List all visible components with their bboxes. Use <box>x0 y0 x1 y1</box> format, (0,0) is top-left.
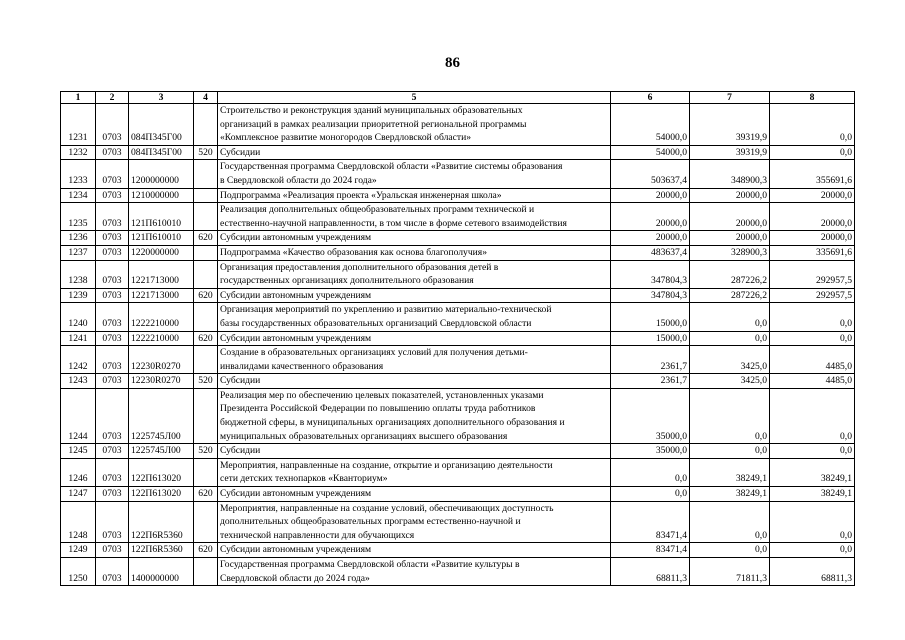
table-row <box>61 288 855 303</box>
row-number-cell: 1242 <box>61 346 96 374</box>
row-number-cell: 1232 <box>61 145 96 160</box>
amount-col8-cell: 4485,0 <box>770 346 855 374</box>
item-name-cell <box>218 487 611 502</box>
column-header: 3 <box>129 92 194 104</box>
amount-col7-cell: 39319,9 <box>690 145 770 160</box>
item-name-line: Государственная программа Свердловской области «Развитие системы образования <box>220 161 563 173</box>
item-name-line: Строительство и реконструкция зданий муниципальных образовательных <box>220 105 523 116</box>
item-name-line: Субсидии автономным учреждениям <box>220 289 372 301</box>
column-header: 4 <box>194 92 218 104</box>
amount-col7-cell: 0,0 <box>690 303 770 331</box>
section-code-cell: 0703 <box>96 245 129 260</box>
column-header: 5 <box>218 92 611 104</box>
target-code-cell: 122П6R5360 <box>129 543 194 558</box>
amount-col6-cell: 20000,0 <box>611 203 690 231</box>
expense-type-cell <box>194 260 218 288</box>
item-name-cell <box>218 374 611 389</box>
item-name-line: Организация предоставления дополнительного образования детей в <box>220 261 499 273</box>
item-name-cell <box>218 346 611 374</box>
amount-col8-cell: 38249,1 <box>770 458 855 486</box>
amount-col8-cell: 355691,6 <box>770 160 855 188</box>
item-name-line: Организация мероприятий по укреплению и развитию материально-технической <box>220 304 552 316</box>
target-code-cell: 1225745Л00 <box>129 388 194 443</box>
item-name-line: бюджетной сферы, в муниципальных организациях дополнительного образования и <box>220 417 565 429</box>
target-code-cell: 122П613020 <box>129 487 194 502</box>
section-code-cell: 0703 <box>96 303 129 331</box>
expense-type-cell: 520 <box>194 374 218 389</box>
amount-col6-cell: 0,0 <box>611 487 690 502</box>
item-name-line: базы государственных образовательных организаций Свердловской области <box>220 317 532 329</box>
table-row <box>61 558 855 586</box>
section-code-cell: 0703 <box>96 331 129 346</box>
item-name-line: Мероприятия, направленные на создание, открытие и организацию деятельности <box>220 459 553 471</box>
expense-type-cell: 620 <box>194 331 218 346</box>
amount-col7-cell: 3425,0 <box>690 374 770 389</box>
amount-col8-cell: 0,0 <box>770 388 855 443</box>
target-code-cell: 1222210000 <box>129 303 194 331</box>
section-code-cell: 0703 <box>96 288 129 303</box>
expense-type-cell <box>194 346 218 374</box>
target-code-cell: 1200000000 <box>129 160 194 188</box>
amount-col6-cell: 20000,0 <box>611 231 690 246</box>
amount-col8-cell: 0,0 <box>770 501 855 543</box>
section-code-cell: 0703 <box>96 188 129 203</box>
row-number-cell: 1235 <box>61 203 96 231</box>
amount-col8-cell: 0,0 <box>770 145 855 160</box>
section-code-cell: 0703 <box>96 487 129 502</box>
row-number-cell: 1237 <box>61 245 96 260</box>
page-number: 86 <box>445 55 460 71</box>
target-code-cell: 084П345Г00 <box>129 104 194 146</box>
item-name-cell <box>218 288 611 303</box>
target-code-cell: 1400000000 <box>129 558 194 586</box>
row-number-cell: 1239 <box>61 288 96 303</box>
amount-col7-cell: 0,0 <box>690 388 770 443</box>
item-name-cell <box>218 444 611 459</box>
item-name-cell <box>218 388 611 443</box>
section-code-cell: 0703 <box>96 374 129 389</box>
item-name-line: сети детских технопарков «Кванториум» <box>220 473 388 485</box>
item-name-line: Реализация мер по обеспечению целевых показателей, установленных указами <box>220 389 544 401</box>
expense-type-cell: 520 <box>194 444 218 459</box>
expense-type-cell <box>194 188 218 203</box>
item-name-line: «Комплексное развитие моногородов Свердловской области» <box>220 132 472 144</box>
column-header: 1 <box>61 92 96 104</box>
table-row <box>61 374 855 389</box>
amount-col7-cell: 38249,1 <box>690 458 770 486</box>
amount-col6-cell: 0,0 <box>611 458 690 486</box>
item-name-cell <box>218 231 611 246</box>
item-name-line: естественно-научной направленности, в том числе в форме сетевого взаимодействия <box>220 217 567 229</box>
item-name-cell <box>218 188 611 203</box>
item-name-cell <box>218 331 611 346</box>
expense-type-cell <box>194 501 218 543</box>
target-code-cell: 12230R0270 <box>129 374 194 389</box>
amount-col6-cell: 2361,7 <box>611 346 690 374</box>
column-header: 8 <box>770 92 855 104</box>
item-name-cell <box>218 558 611 586</box>
amount-col7-cell: 39319,9 <box>690 104 770 146</box>
item-name-line: дополнительных общеобразовательных программ естественно-научной и <box>220 516 521 528</box>
section-code-cell: 0703 <box>96 260 129 288</box>
item-name-line: Субсидии <box>220 146 261 158</box>
target-code-cell: 1210000000 <box>129 188 194 203</box>
amount-col7-cell: 38249,1 <box>690 487 770 502</box>
table-row <box>61 487 855 502</box>
table-row <box>61 160 855 188</box>
column-header: 2 <box>96 92 129 104</box>
item-name-line: Президента Российской Федерации по повышению оплаты труда работников <box>220 403 536 415</box>
table-body <box>61 104 855 586</box>
item-name-cell <box>218 245 611 260</box>
expense-type-cell <box>194 203 218 231</box>
amount-col6-cell: 54000,0 <box>611 104 690 146</box>
expense-type-cell: 620 <box>194 231 218 246</box>
table-row <box>61 331 855 346</box>
item-name-cell <box>218 458 611 486</box>
item-name-line: государственных организациях дополнительного образования <box>220 275 474 287</box>
target-code-cell: 12230R0270 <box>129 346 194 374</box>
amount-col6-cell: 483637,4 <box>611 245 690 260</box>
amount-col7-cell: 287226,2 <box>690 260 770 288</box>
row-number-cell: 1238 <box>61 260 96 288</box>
expense-type-cell <box>194 388 218 443</box>
expense-type-cell: 520 <box>194 145 218 160</box>
amount-col8-cell: 20000,0 <box>770 231 855 246</box>
amount-col6-cell: 35000,0 <box>611 388 690 443</box>
section-code-cell: 0703 <box>96 231 129 246</box>
section-code-cell: 0703 <box>96 160 129 188</box>
item-name-line: в Свердловской области до 2024 года» <box>220 174 377 186</box>
table-row <box>61 203 855 231</box>
amount-col6-cell: 83471,4 <box>611 543 690 558</box>
item-name-cell <box>218 104 611 146</box>
amount-col7-cell: 348900,3 <box>690 160 770 188</box>
expense-type-cell <box>194 245 218 260</box>
expense-type-cell: 620 <box>194 288 218 303</box>
expense-type-cell: 620 <box>194 487 218 502</box>
table-row <box>61 388 855 443</box>
amount-col8-cell: 4485,0 <box>770 374 855 389</box>
expense-type-cell <box>194 303 218 331</box>
expense-type-cell <box>194 458 218 486</box>
amount-col7-cell: 20000,0 <box>690 203 770 231</box>
item-name-line: Субсидии автономным учреждениям <box>220 332 372 344</box>
amount-col8-cell: 20000,0 <box>770 188 855 203</box>
section-code-cell: 0703 <box>96 203 129 231</box>
target-code-cell: 084П345Г00 <box>129 145 194 160</box>
amount-col8-cell: 0,0 <box>770 331 855 346</box>
amount-col7-cell: 20000,0 <box>690 231 770 246</box>
amount-col8-cell: 68811,3 <box>770 558 855 586</box>
item-name-cell <box>218 145 611 160</box>
table-row <box>61 501 855 543</box>
expense-type-cell: 620 <box>194 543 218 558</box>
row-number-cell: 1236 <box>61 231 96 246</box>
row-number-cell: 1244 <box>61 388 96 443</box>
item-name-line: Государственная программа Свердловской области «Развитие культуры в <box>220 559 520 570</box>
amount-col8-cell: 0,0 <box>770 444 855 459</box>
table-header-row <box>61 92 855 104</box>
amount-col7-cell: 0,0 <box>690 444 770 459</box>
section-code-cell: 0703 <box>96 104 129 146</box>
table-row <box>61 543 855 558</box>
table-row <box>61 458 855 486</box>
amount-col8-cell: 38249,1 <box>770 487 855 502</box>
amount-col8-cell: 0,0 <box>770 104 855 146</box>
amount-col6-cell: 347804,3 <box>611 288 690 303</box>
item-name-line: Субсидии <box>220 375 261 387</box>
item-name-line: Создание в образовательных организациях условий для получения детьми- <box>220 347 528 359</box>
row-number-cell: 1245 <box>61 444 96 459</box>
expense-type-cell <box>194 558 218 586</box>
item-name-cell <box>218 303 611 331</box>
item-name-cell <box>218 501 611 543</box>
target-code-cell: 122П613020 <box>129 458 194 486</box>
amount-col6-cell: 20000,0 <box>611 188 690 203</box>
item-name-line: Реализация дополнительных общеобразовательных программ технической и <box>220 204 535 216</box>
item-name-line: Подпрограмма «Реализация проекта «Уральская инженерная школа» <box>220 189 502 201</box>
item-name-line: Субсидии автономным учреждениям <box>220 488 372 500</box>
amount-col7-cell: 0,0 <box>690 543 770 558</box>
table-row <box>61 346 855 374</box>
item-name-cell <box>218 543 611 558</box>
section-code-cell: 0703 <box>96 501 129 543</box>
row-number-cell: 1249 <box>61 543 96 558</box>
row-number-cell: 1247 <box>61 487 96 502</box>
item-name-line: Субсидии автономным учреждениям <box>220 232 372 244</box>
amount-col6-cell: 83471,4 <box>611 501 690 543</box>
amount-col8-cell: 0,0 <box>770 303 855 331</box>
amount-col8-cell: 20000,0 <box>770 203 855 231</box>
row-number-cell: 1246 <box>61 458 96 486</box>
item-name-line: Мероприятия, направленные на создание условий, обеспечивающих доступность <box>220 502 554 514</box>
item-name-line: муниципальных образовательных организациях высшего образования <box>220 430 508 442</box>
expense-type-cell <box>194 104 218 146</box>
amount-col6-cell: 15000,0 <box>611 331 690 346</box>
expense-type-cell <box>194 160 218 188</box>
item-name-cell <box>218 260 611 288</box>
item-name-line: Подпрограмма «Качество образования как основа благополучия» <box>220 246 488 258</box>
section-code-cell: 0703 <box>96 558 129 586</box>
table-row <box>61 188 855 203</box>
amount-col7-cell: 328900,3 <box>690 245 770 260</box>
amount-col6-cell: 503637,4 <box>611 160 690 188</box>
table-row <box>61 303 855 331</box>
target-code-cell: 1221713000 <box>129 288 194 303</box>
table-row <box>61 145 855 160</box>
item-name-line: Субсидии автономным учреждениям <box>220 544 372 556</box>
amount-col8-cell: 292957,5 <box>770 288 855 303</box>
amount-col6-cell: 15000,0 <box>611 303 690 331</box>
amount-col7-cell: 3425,0 <box>690 346 770 374</box>
amount-col6-cell: 35000,0 <box>611 444 690 459</box>
section-code-cell: 0703 <box>96 458 129 486</box>
item-name-line: Свердловской области до 2024 года» <box>220 572 370 584</box>
column-header: 6 <box>611 92 690 104</box>
amount-col7-cell: 20000,0 <box>690 188 770 203</box>
amount-col7-cell: 71811,3 <box>690 558 770 586</box>
row-number-cell: 1248 <box>61 501 96 543</box>
amount-col6-cell: 68811,3 <box>611 558 690 586</box>
item-name-cell <box>218 160 611 188</box>
item-name-line: инвалидами качественного образования <box>220 360 384 372</box>
row-number-cell: 1231 <box>61 104 96 146</box>
amount-col6-cell: 54000,0 <box>611 145 690 160</box>
amount-col8-cell: 0,0 <box>770 543 855 558</box>
row-number-cell: 1243 <box>61 374 96 389</box>
row-number-cell: 1240 <box>61 303 96 331</box>
table-row <box>61 245 855 260</box>
target-code-cell: 122П6R5360 <box>129 501 194 543</box>
item-name-line: Субсидии <box>220 445 261 457</box>
row-number-cell: 1241 <box>61 331 96 346</box>
target-code-cell: 121П610010 <box>129 231 194 246</box>
table-row <box>61 444 855 459</box>
item-name-line: технической направленности для обучающихся <box>220 529 415 541</box>
row-number-cell: 1233 <box>61 160 96 188</box>
amount-col6-cell: 347804,3 <box>611 260 690 288</box>
budget-table <box>60 91 855 586</box>
item-name-line: организаций в рамках реализации приоритетной региональной программы <box>220 118 527 130</box>
amount-col8-cell: 335691,6 <box>770 245 855 260</box>
amount-col6-cell: 2361,7 <box>611 374 690 389</box>
column-header: 7 <box>690 92 770 104</box>
amount-col7-cell: 0,0 <box>690 501 770 543</box>
target-code-cell: 1225745Л00 <box>129 444 194 459</box>
section-code-cell: 0703 <box>96 388 129 443</box>
target-code-cell: 1220000000 <box>129 245 194 260</box>
row-number-cell: 1250 <box>61 558 96 586</box>
section-code-cell: 0703 <box>96 543 129 558</box>
section-code-cell: 0703 <box>96 346 129 374</box>
item-name-cell <box>218 203 611 231</box>
table-row <box>61 104 855 146</box>
target-code-cell: 1222210000 <box>129 331 194 346</box>
section-code-cell: 0703 <box>96 145 129 160</box>
table-row <box>61 231 855 246</box>
target-code-cell: 1221713000 <box>129 260 194 288</box>
table-row <box>61 260 855 288</box>
target-code-cell: 121П610010 <box>129 203 194 231</box>
row-number-cell: 1234 <box>61 188 96 203</box>
section-code-cell: 0703 <box>96 444 129 459</box>
amount-col7-cell: 0,0 <box>690 331 770 346</box>
amount-col7-cell: 287226,2 <box>690 288 770 303</box>
amount-col8-cell: 292957,5 <box>770 260 855 288</box>
